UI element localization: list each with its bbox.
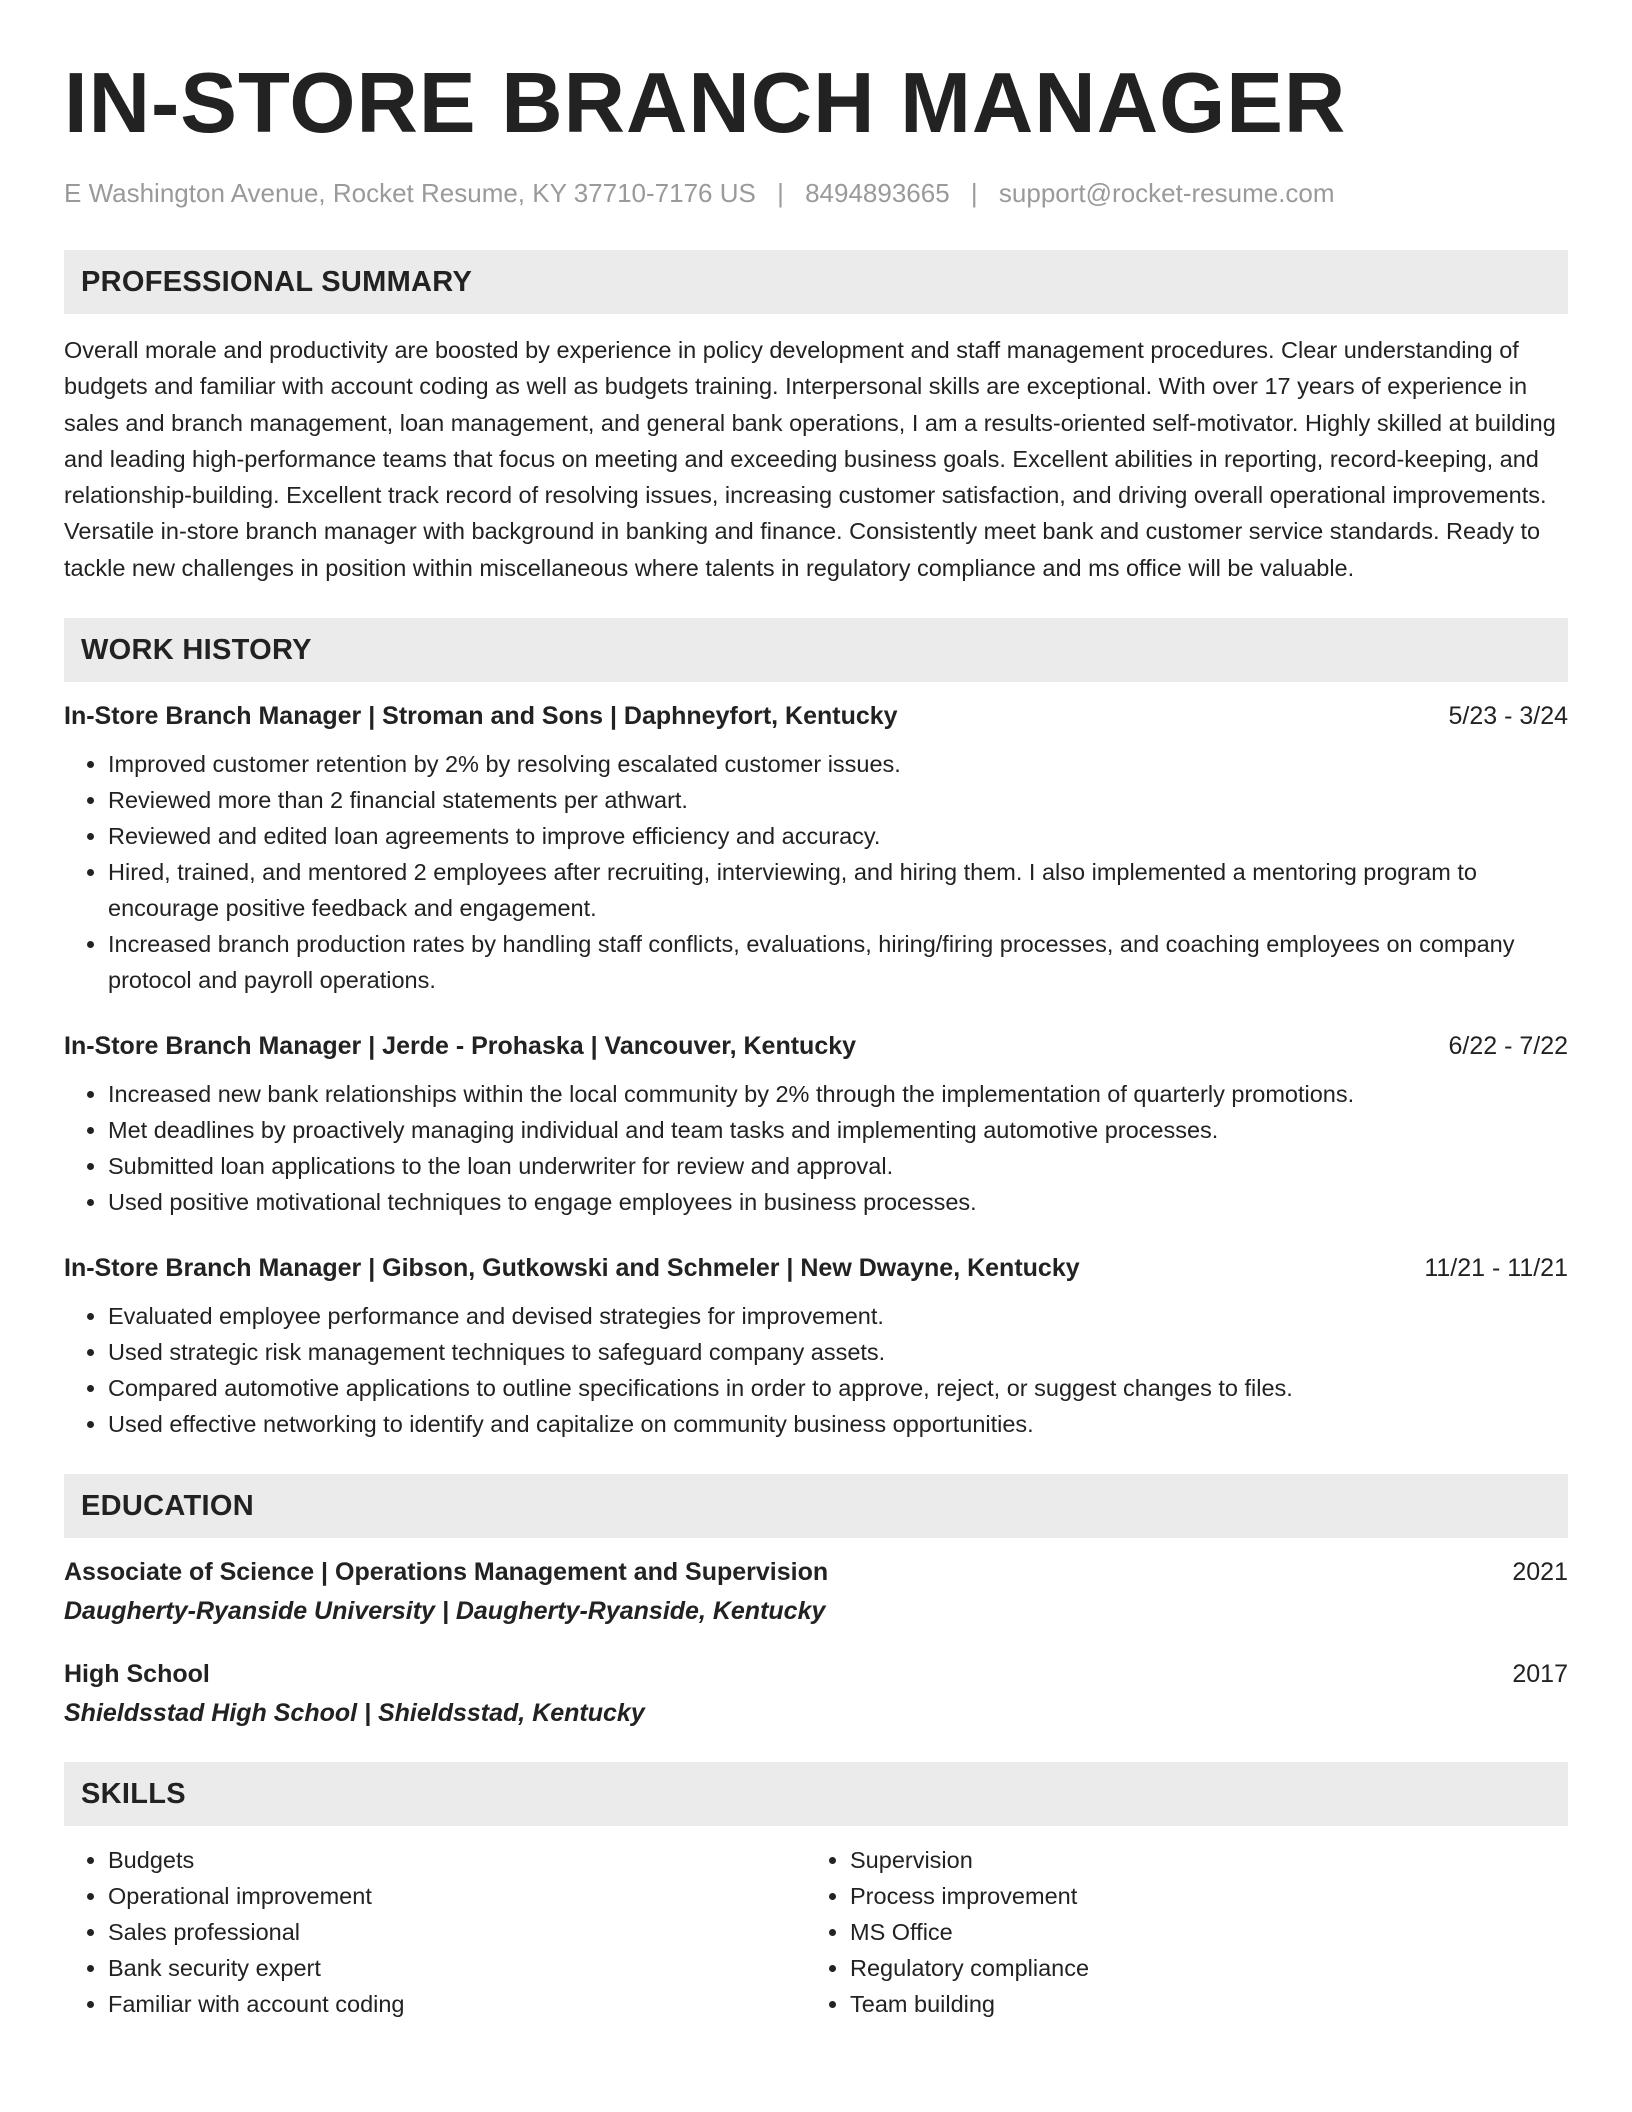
job-bullet: • Used effective networking to identify and capitalize on community business opportunities. <box>108 1406 1568 1442</box>
skill-item: • Budgets <box>108 1842 806 1878</box>
job-bullet: • Hired, trained, and mentored 2 employees after recruiting, interviewing, and hiring them. I also implemented a mentoring program to encourage positive feedback and engagement. <box>108 854 1568 926</box>
job-entry <box>64 1030 1568 1220</box>
education-header <box>64 1556 1568 1588</box>
job-header <box>64 700 1568 732</box>
job-header <box>64 1030 1568 1062</box>
education-entry <box>64 1658 1568 1730</box>
job-title: In-Store Branch Manager | Jerde - Prohaska | Vancouver, Kentucky <box>64 1032 857 1061</box>
job-bullet: • Met deadlines by proactively managing individual and team tasks and implementing automotive processes. <box>108 1112 1568 1148</box>
skill-item: • Team building <box>850 1986 1548 2022</box>
job-bullets <box>64 746 1568 998</box>
contact-phone: 8494893665 <box>805 178 950 208</box>
education-year: 2021 <box>1512 1558 1568 1587</box>
section-heading-education: EDUCATION <box>64 1474 1568 1538</box>
skill-item: • Bank security expert <box>108 1950 806 1986</box>
education-year: 2017 <box>1512 1660 1568 1689</box>
job-title: In-Store Branch Manager | Gibson, Gutkowski and Schmeler | New Dwayne, Kentucky <box>64 1254 1080 1283</box>
education-school: Shieldsstad High School | Shieldsstad, Kentucky <box>64 1699 645 1728</box>
job-dates: 5/23 - 3/24 <box>1448 702 1568 731</box>
job-bullet: • Reviewed and edited loan agreements to improve efficiency and accuracy. <box>108 818 1568 854</box>
contact-email: support@rocket-resume.com <box>998 178 1335 208</box>
skills-column-right <box>806 1842 1548 2022</box>
job-dates: 6/22 - 7/22 <box>1448 1032 1568 1061</box>
job-bullet: • Evaluated employee performance and devised strategies for improvement. <box>108 1298 1568 1334</box>
resume-title: IN-STORE BRANCH MANAGER <box>64 56 1347 151</box>
section-heading-skills: SKILLS <box>64 1762 1568 1826</box>
skills-list <box>64 1826 1568 2022</box>
education-degree: High School <box>64 1660 210 1689</box>
section-heading-work-history: WORK HISTORY <box>64 618 1568 682</box>
job-title: In-Store Branch Manager | Stroman and Sons | Daphneyfort, Kentucky <box>64 702 898 731</box>
job-bullets <box>64 1298 1568 1442</box>
skill-item: • Process improvement <box>850 1878 1548 1914</box>
section-heading-summary: PROFESSIONAL SUMMARY <box>64 250 1568 314</box>
skill-item: • MS Office <box>850 1914 1548 1950</box>
education-header <box>64 1658 1568 1690</box>
job-bullet: • Reviewed more than 2 financial statements per athwart. <box>108 782 1568 818</box>
job-dates: 11/21 - 11/21 <box>1424 1254 1568 1283</box>
education-school: Daugherty-Ryanside University | Daugherty-Ryanside, Kentucky <box>64 1597 826 1626</box>
skill-item: • Sales professional <box>108 1914 806 1950</box>
contact-address: E Washington Avenue, Rocket Resume, KY 37710-7176 US <box>64 178 756 208</box>
contact-separator: | <box>777 178 784 208</box>
skill-item: • Familiar with account coding <box>108 1986 806 2022</box>
skill-item: • Supervision <box>850 1842 1548 1878</box>
job-bullet: • Increased new bank relationships within the local community by 2% through the implementation of quarterly promotions. <box>108 1076 1568 1112</box>
job-bullet: • Improved customer retention by 2% by resolving escalated customer issues. <box>108 746 1568 782</box>
job-bullet: • Compared automotive applications to outline specifications in order to approve, reject, or suggest changes to files. <box>108 1370 1568 1406</box>
job-bullet: • Used strategic risk management techniques to safeguard company assets. <box>108 1334 1568 1370</box>
summary-text: Overall morale and productivity are boosted by experience in policy development and staff management procedures. Clear understanding of budgets and familiar with account coding as well as budgets training. Interpersonal skills are exceptional. With over 17 years of experience in sales and branch management, loan management, and general bank operations, I am a results-oriented self-motivator. Highly skilled at building and leading high-performance teams that focus on meeting and exceeding business goals. Excellent abilities in reporting, record-keeping, and relationship-building. Excellent track record of resolving issues, increasing customer satisfaction, and driving overall operational improvements. Versatile in-store branch manager with background in banking and finance. Consistently meet bank and customer service standards. Ready to tackle new challenges in position within miscellaneous where talents in regulatory compliance and ms office will be valuable. <box>64 337 1556 581</box>
education-degree: Associate of Science | Operations Management and Supervision <box>64 1558 829 1587</box>
job-bullet: • Used positive motivational techniques to engage employees in business processes. <box>108 1184 1568 1220</box>
job-bullet: • Increased branch production rates by handling staff conflicts, evaluations, hiring/firing processes, and coaching employees on company protocol and payroll operations. <box>108 926 1568 998</box>
contact-line <box>64 178 1568 208</box>
skill-item: • Regulatory compliance <box>850 1950 1548 1986</box>
job-header <box>64 1252 1568 1284</box>
education-entry <box>64 1556 1568 1628</box>
job-entry <box>64 700 1568 998</box>
job-bullets <box>64 1076 1568 1220</box>
skills-column-left <box>64 1842 806 2022</box>
job-entry <box>64 1252 1568 1442</box>
contact-separator: | <box>970 178 978 208</box>
job-bullet: • Submitted loan applications to the loan underwriter for review and approval. <box>108 1148 1568 1184</box>
skill-item: • Operational improvement <box>108 1878 806 1914</box>
